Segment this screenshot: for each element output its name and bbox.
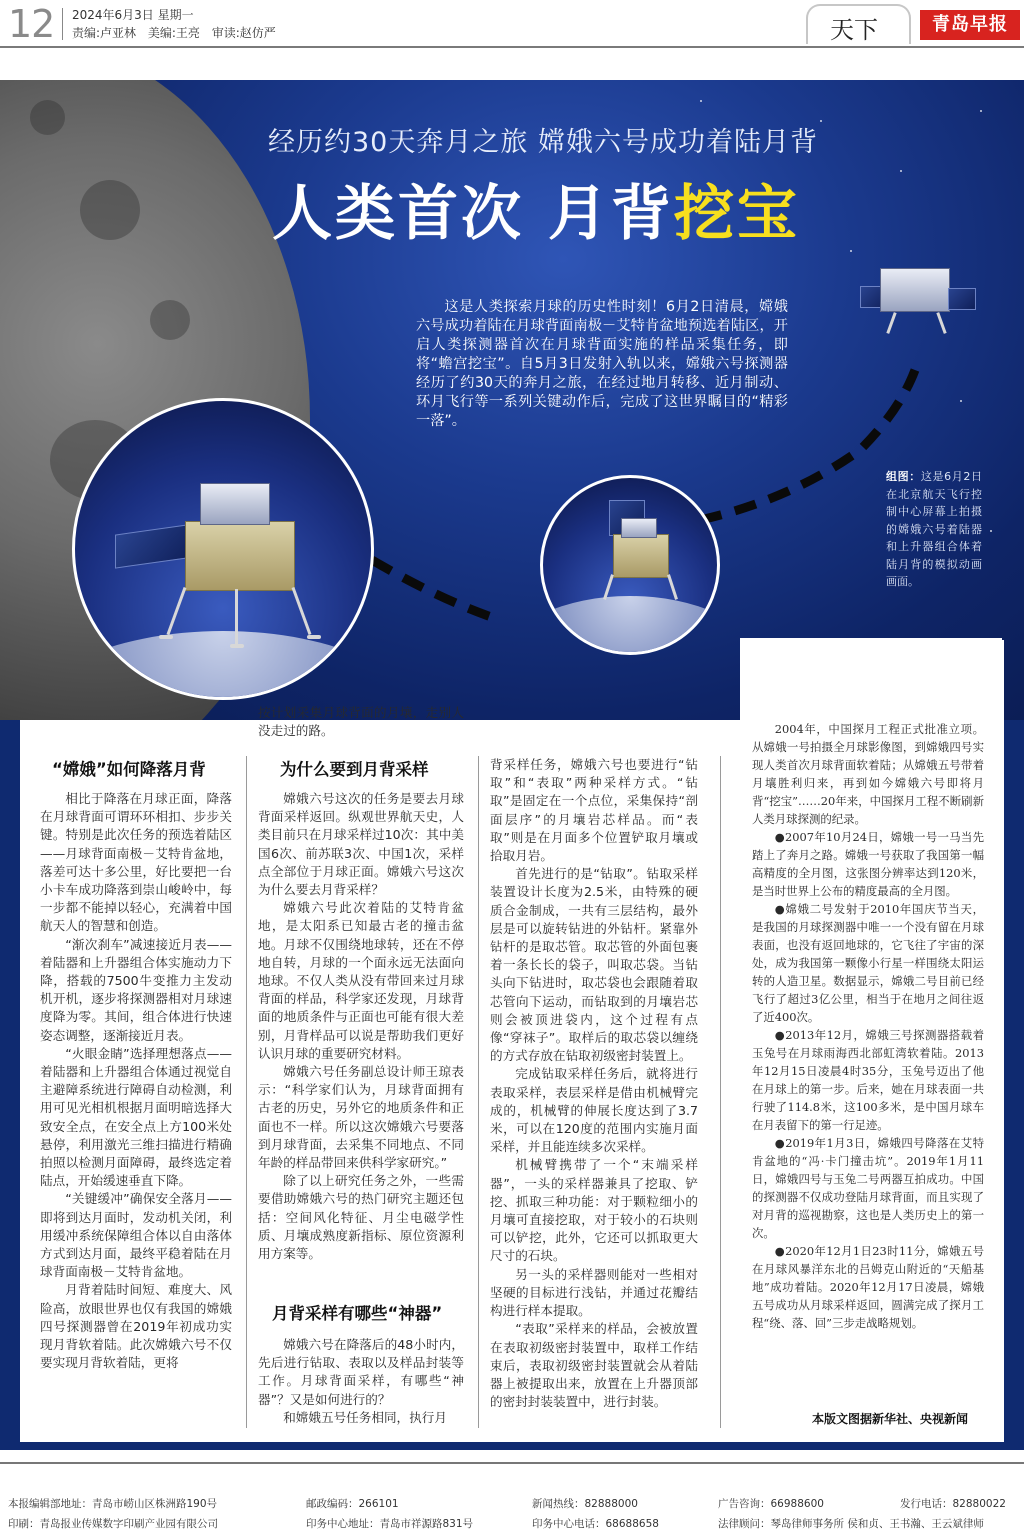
proofreader-credit: 审读:赵仿严	[211, 26, 276, 40]
section1-paragraph: “关键缓冲”确保安全落月——即将到达月面时，发动机关闭，利用缓冲系统保障组合体以自由落体方式到达月面，最终平稳着陆在月球背面南极－艾特肯盆地。	[40, 1191, 232, 1280]
section3-paragraph: 嫦娥六号在降落后的48小时内，先后进行钻取、表取以及样品封装等工作。月球背面采样，有哪些“神器”？又是如何进行的？	[258, 1337, 464, 1407]
column-divider	[720, 756, 721, 1428]
page-number: 12	[8, 2, 55, 46]
photo-caption-text: 这是6月2日在北京航天飞行控制中心屏幕上拍摄的嫦娥六号着陆器和上升器组合体着陆月背的模拟动画画面。	[886, 470, 982, 588]
headline-subtitle: 经历约30天奔月之旅 嫦娥六号成功着陆月背	[268, 127, 818, 158]
section2-heading: 为什么要到月背采样	[280, 760, 429, 779]
footer-printing-phone: 印务中心电话：68688658	[532, 1518, 659, 1530]
footer-distribution-phone: 发行电话：82880022	[900, 1498, 1006, 1510]
ascender-photo	[840, 228, 990, 378]
footer-printing-address: 印务中心地址：青岛市祥源路831号	[306, 1518, 474, 1530]
footer-legal-counsel: 法律顾问：琴岛律师事务所 侯和贞、王书瀚、王云斌律师	[718, 1518, 984, 1530]
timeline-paragraph: ●2013年12月，嫦娥三号探测器搭载着玉兔号在月球雨海西北部虹湾软着陆。2013年12月15日凌晨4时35分，玉兔号迈出了他在月球上的第一步。后来，她在月球表面一共行驶了114.8米，这100多米，是中国月球车在月表留下的第一行足迹。	[752, 1028, 984, 1132]
newspaper-logo: 青岛早报	[920, 10, 1020, 40]
section1-paragraph: 相比于降落在月球正面，降落在月球背面可谓环环相扣、步步关键。特别是此次任务的预选着陆区——月球背面南极－艾特肯盆地，落差可达十多公里，好比要把一台小卡车成功降落到崇山峻岭中，每一步都不能掉以轻心，充满着中国航天人的智慧和创造。	[40, 791, 232, 934]
timeline-paragraph: ●嫦娥二号发射于2010年国庆节当天，是我国的月球探测器中唯一一个没有留在月球表面，也没有返回地球的，它飞往了宇宙的深处，成为我国第一颗像小行星一样围绕太阳运转的人造卫星。数据显示，嫦娥二号目前已经飞行了超过3亿公里，相当于在地月之间往返了近400次。	[752, 902, 984, 1024]
lander-photo-small	[540, 475, 720, 655]
section2-paragraph: 嫦娥六号此次着陆的艾特肯盆地，是太阳系已知最古老的撞击盆地。月球不仅围绕地球转，还在不停地自转，月球的一个面永远无法面向地球。不仅人类从没有带回来过月球背面的样品，科学家还发现，月球背面的地质条件与正面也可能有很大差别，月背样品可以说是帮助我们更好认识月球的重要研究材料。	[258, 900, 464, 1061]
section2-paragraph: 嫦娥六号任务副总设计师王琼表示：“科学家们认为，月球背面拥有古老的历史，另外它的地质条件和正面也不一样。所以这次嫦娥六号要落到月球背面，去采集不同地点、不同年龄的样品带回来供科学家研究。”	[258, 1064, 464, 1171]
photo-caption	[886, 468, 982, 591]
section1-body	[40, 790, 232, 1373]
timeline-paragraph: ●2019年1月3日，嫦娥四号降落在艾特肯盆地的“冯·卡门撞击坑”。2019年1月11日，嫦娥四号与玉兔二号两器互拍成功。中国的探测器不仅成功登陆月球背面，而且实现了对月背的巡视勘察，这也是人类历史上的第一次。	[752, 1136, 984, 1240]
section-name: 天下	[830, 16, 878, 44]
photo-caption-label: 组图：	[886, 470, 921, 483]
section1-heading: “嫦娥”如何降落月背	[52, 760, 206, 779]
footer-ad-contact: 广告咨询：66988600	[718, 1498, 824, 1510]
section3-body	[258, 1336, 464, 1427]
section3-heading: 月背采样有哪些“神器”	[272, 1304, 443, 1323]
page-header	[0, 0, 1024, 48]
designer-credit: 美编:王亮	[147, 26, 200, 40]
lander-photo-large	[72, 398, 374, 700]
footer-postcode: 邮政编码：266101	[306, 1498, 399, 1510]
issue-date: 2024年6月3日 星期一	[72, 8, 194, 22]
editorial-credits	[72, 24, 284, 41]
section2-paragraph: 除了以上研究任务之外，一些需要借助嫦娥六号的热门研究主题还包括：空间风化特征、月尘电磁学性质、月壤成熟度新指标、原位资源利用方案等。	[258, 1173, 464, 1262]
footer-news-hotline: 新闻热线：82888000	[532, 1498, 638, 1510]
lead-paragraph: 这是人类探索月球的历史性时刻！6月2日清晨，嫦娥六号成功着陆在月球背面南极－艾特肯盆地预选着陆区，开启人类探测器首次在月球背面实施的样品采集任务，即将“蟾宫挖宝”。自5月3日发射入轨以来，嫦娥六号探测器经历了约30天的奔月之旅，在经过地月转移、近月制动、环月飞行等一系列关键动作后，完成了这世界瞩目的“精彩一落”。	[416, 299, 788, 429]
section3-paragraph: 机械臂携带了一个“末端采样器”，一头的采样器兼具了挖取、铲挖、抓取三种功能：对于颗粒细小的月壤可直接挖取，对于较小的石块则可以铲挖，此外，它还可以抓取更大尺寸的石块。	[490, 1157, 698, 1264]
page-footer	[0, 1462, 1024, 1531]
section3-paragraph: 另一头的采样器则能对一些相对坚硬的目标进行浅钻，并通过花瓣结构进行样本提取。	[490, 1266, 698, 1319]
hero-banner	[0, 80, 1024, 720]
source-credit: 本版文图据新华社、央视新闻	[812, 1412, 969, 1426]
section3-continued	[490, 756, 698, 1411]
section2-body	[258, 790, 464, 1263]
headline-title-highlight: 挖宝	[673, 179, 800, 249]
column-divider	[478, 756, 479, 1428]
section1-paragraph: “火眼金睛”选择理想落点——着陆器和上升器组合体通过视觉自主避障系统进行障碍自动检测，利用可见光相机根据月面明暗选择大致安全点，在安全点上方100米处悬停，利用激光三维扫描进行精确拍照以检测月面障碍，最终选定着陆点，开始缓速垂直下降。	[40, 1045, 232, 1189]
headline-title-main: 人类首次 月背	[272, 179, 674, 249]
section3-paragraph: 和嫦娥五号任务相同，执行月	[283, 1409, 447, 1425]
section3-paragraph: 完成钻取采样任务后，就将进行表取采样，表层采样是借由机械臂完成的，机械臂的伸展长度达到了3.7米，可以在120度的范围内实施月面采样，并且能连续多次采样。	[490, 1066, 698, 1155]
timeline-paragraph: 2004年，中国探月工程正式批准立项。从嫦娥一号拍摄全月球影像图，到嫦娥四号实现人类首次月球背面软着陆；从嫦娥五号带着月壤胜利归来，再到如今嫦娥六号即将月背“挖宝”……20年来，中国探月工程不断刷新人类月球探测的纪录。	[752, 722, 984, 826]
section1-paragraph: 月背着陆时间短、难度大、风险高，放眼世界也仅有我国的嫦娥四号探测器曾在2019年初成功实现月背软着陆。此次嫦娥六号不仅要实现月背软着陆，更将	[40, 1282, 232, 1371]
footer-editorial-address: 本报编辑部地址：青岛市崂山区株洲路190号	[8, 1498, 218, 1510]
article-continuation-top: 按计划采集月球背面的月壤，走别人没走过的路。	[258, 705, 464, 739]
footer-printer: 印刷：青岛报业传媒数字印刷产业园有限公司	[8, 1518, 218, 1530]
column-divider	[246, 756, 247, 1428]
section1-paragraph: “渐次刹车”减速接近月表——着陆器和上升器组合体实施动力下降，搭载的7500牛变推力主发动机开机，逐步将探测器相对月球速度降为零。其间，组合体进行快速姿态调整，逐渐接近月表。	[40, 936, 232, 1043]
section3-paragraph: 首先进行的是“钻取”。钻取采样装置设计长度为2.5米，由特殊的硬质合金制成，一共有三层结构，最外层是可以旋转钻进的外钻杆。紧靠外钻杆的是取芯管。取芯管的外面包裹着一条长长的袋子，叫取芯袋。当钻头向下钻进时，取芯袋也会跟随着取芯管向下运动，而钻取到的月壤岩芯则会被顶进袋内，这个过程有点像“穿袜子”。取样后的取芯袋以缠绕的方式存放在钻取初级密封装置上。	[490, 866, 698, 1064]
editor-credit: 责编:卢亚林	[72, 26, 137, 40]
timeline-paragraph: ●2007年10月24日，嫦娥一号一马当先踏上了奔月之路。嫦娥一号获取了我国第一幅高精度的全月图，这张图分辨率达到120米，是当时世界上公布的精度最高的全月图。	[752, 830, 984, 898]
section2-paragraph: 嫦娥六号这次的任务是要去月球背面采样返回。纵观世界航天史，人类目前只在月球采样过10次：其中美国6次、前苏联3次、中国1次，采样点全部位于月球正面。嫦娥六号这次为什么要去月背采样？	[258, 791, 464, 898]
section3-paragraph: “表取”采样来的样品，会被放置在表取初级密封装置中，取样工作结束后，表取初级密封装置就会从着陆器上被提取出来，放置在上升器顶部的密封封装装置中，进行封装。	[490, 1321, 698, 1410]
link-timeline	[752, 720, 984, 1332]
section3-paragraph: 背采样任务，嫦娥六号也要进行“钻取”和“表取”两种采样方式。“钻取”是固定在一个点位，采集保持“剖面层序”的月壤岩芯样品。而“表取”则是在月面多个位置铲取月壤或拾取月岩。	[490, 757, 698, 864]
header-divider	[62, 8, 63, 40]
timeline-paragraph: ●2020年12月1日23时11分，嫦娥五号在月球风暴洋东北的吕姆克山附近的“天船基地”成功着陆。2020年12月17日凌晨，嫦娥五号成功从月球采样返回，圆满完成了探月工程“绕、落、回”三步走战略规划。	[752, 1244, 984, 1330]
